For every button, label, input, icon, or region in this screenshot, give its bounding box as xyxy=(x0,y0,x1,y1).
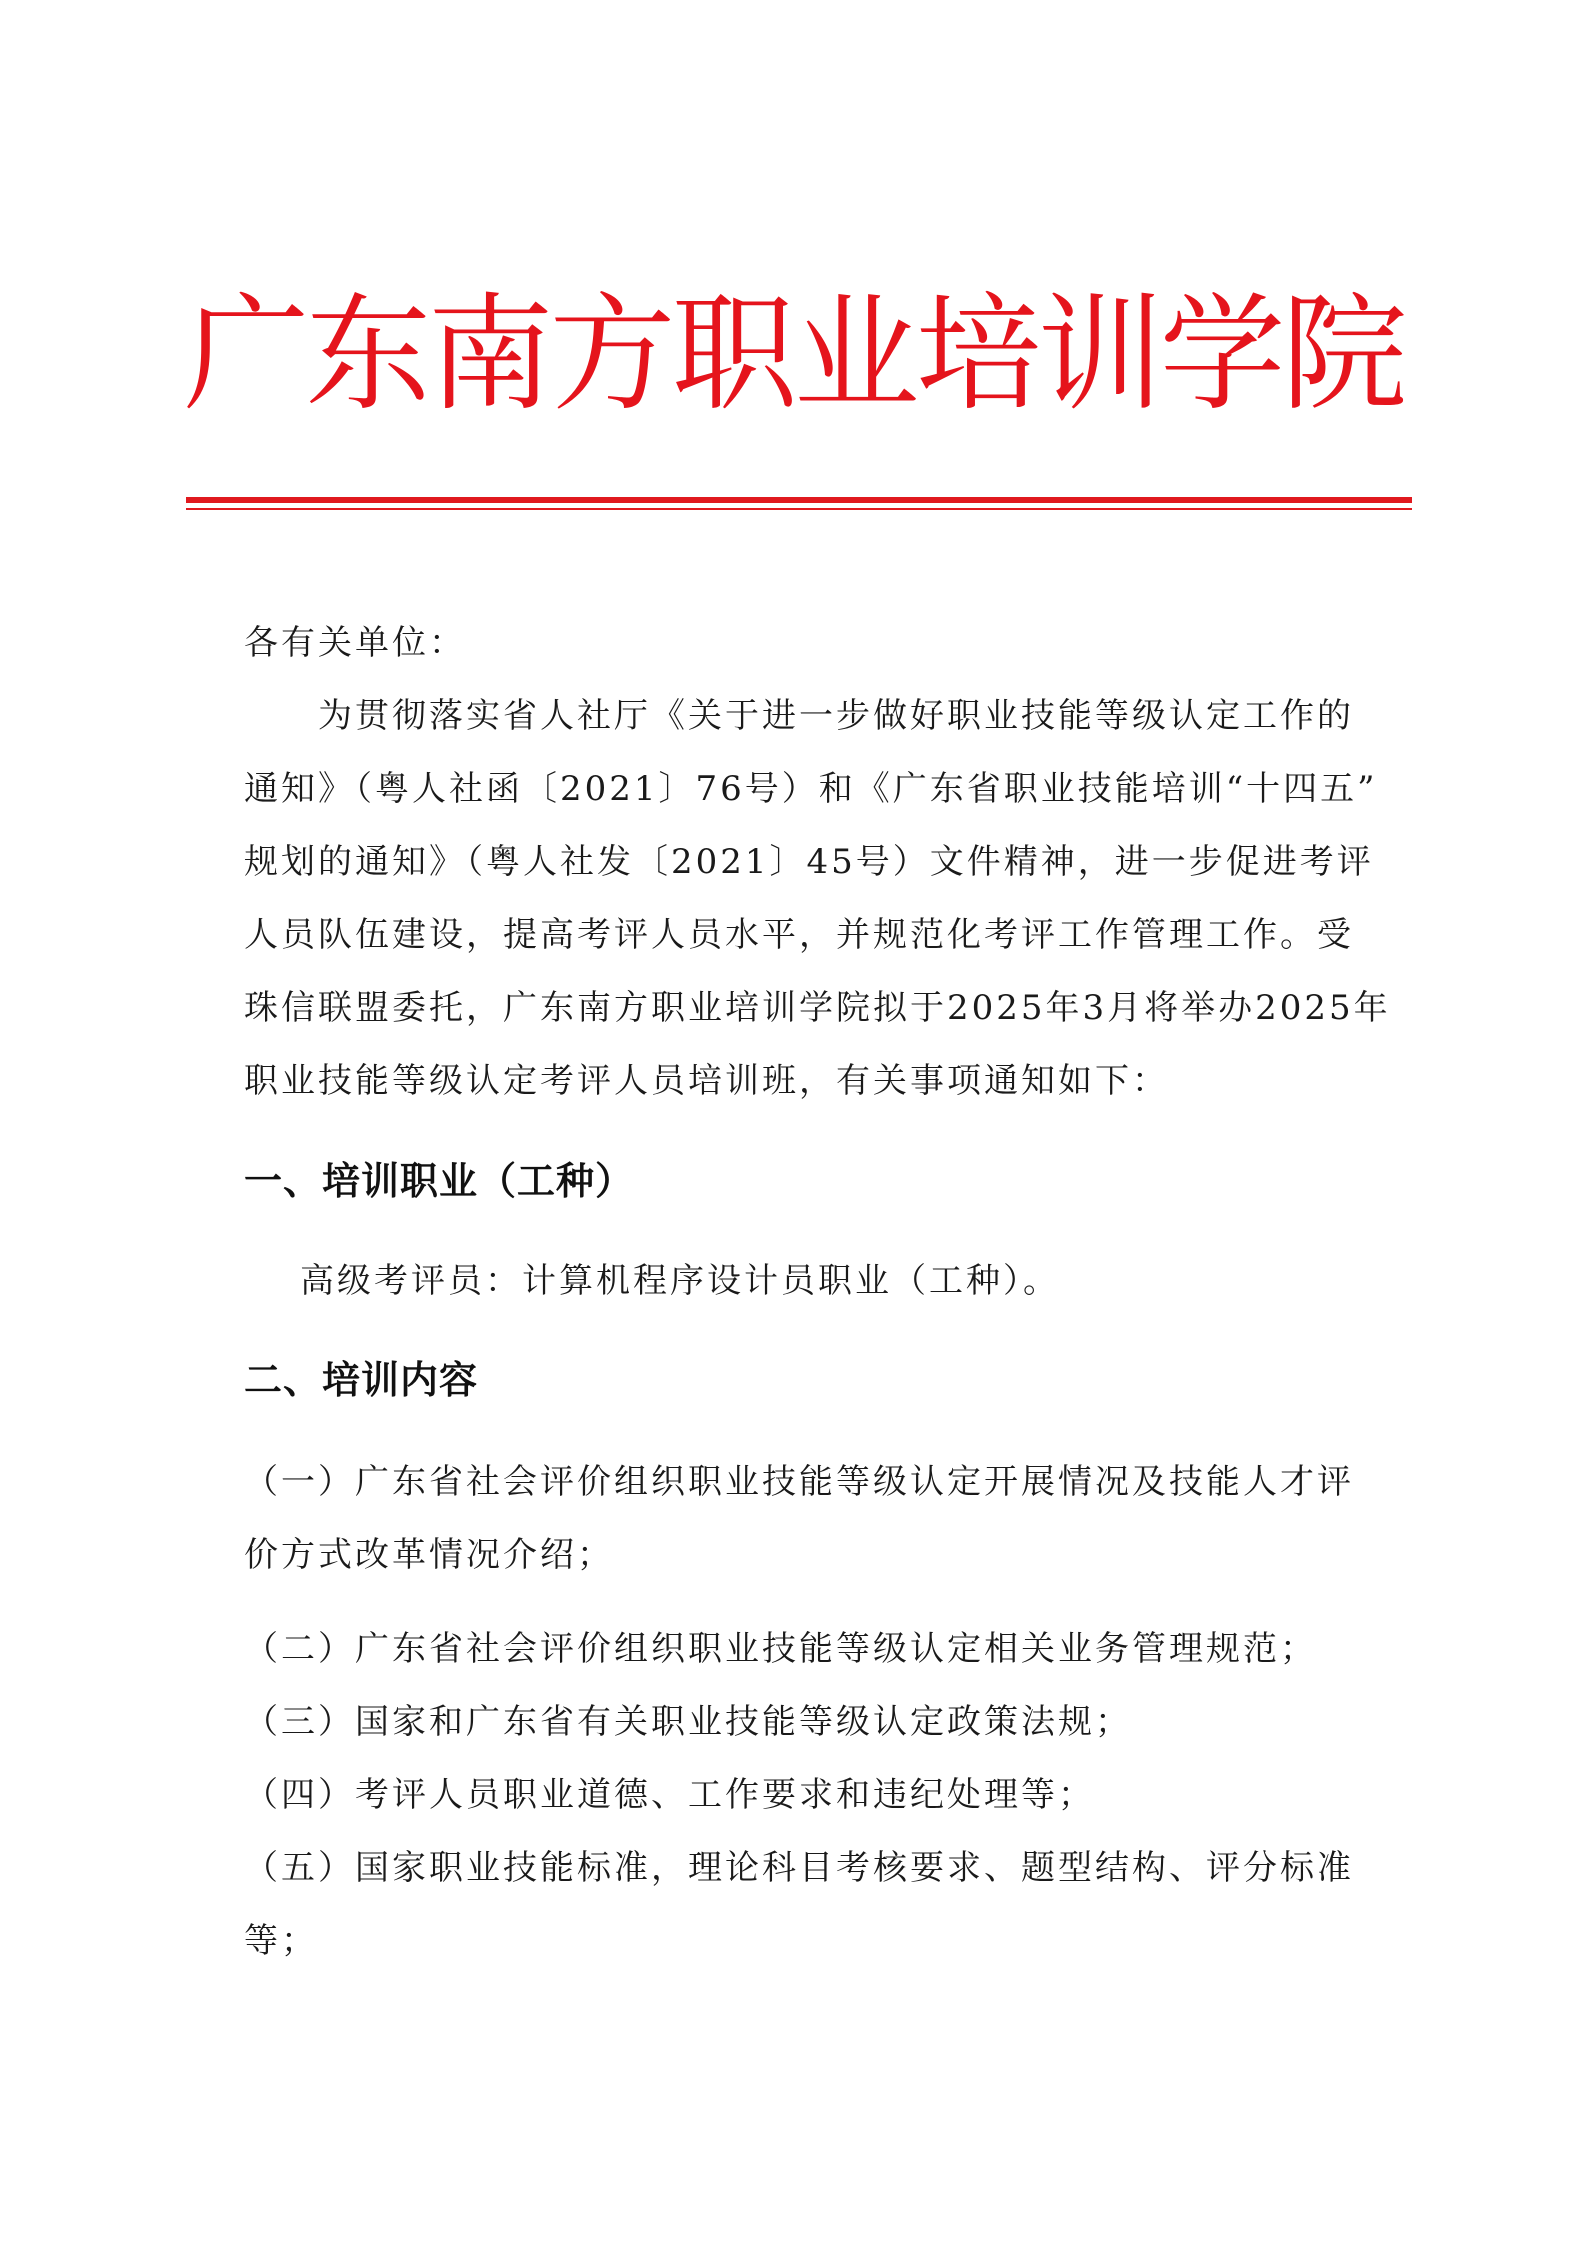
list-item: （一）广东省社会评价组织职业技能等级认定开展情况及技能人才评 xyxy=(244,1462,1354,1502)
list-item: （二）广东省社会评价组织职业技能等级认定相关业务管理规范； xyxy=(244,1629,1317,1669)
section-line: 高级考评员：计算机程序设计员职业（工种）。 xyxy=(300,1261,1060,1301)
salutation: 各有关单位： xyxy=(244,623,466,663)
intro-line: 人员队伍建设，提高考评人员水平，并规范化考评工作管理工作。受 xyxy=(244,915,1354,955)
list-item: （三）国家和广东省有关职业技能等级认定政策法规； xyxy=(244,1702,1132,1742)
intro-line: 为贯彻落实省人社厅《关于进一步做好职业技能等级认定工作的 xyxy=(318,696,1354,736)
section-heading: 二、培训内容 xyxy=(244,1358,479,1402)
masthead-title: 广东南方职业培训学院 xyxy=(183,281,1404,428)
masthead-rule-thick xyxy=(186,497,1412,503)
list-item-continuation: 等； xyxy=(244,1921,318,1961)
section-heading: 一、培训职业（工种） xyxy=(244,1159,635,1203)
intro-line: 通知》（粤人社函〔2021〕76号）和《广东省职业技能培训“十四五” xyxy=(244,769,1378,809)
list-item: （五）国家职业技能标准，理论科目考核要求、题型结构、评分标准 xyxy=(244,1848,1354,1888)
intro-line: 职业技能等级认定考评人员培训班，有关事项通知如下： xyxy=(244,1061,1169,1101)
intro-line: 规划的通知》（粤人社发〔2021〕45号）文件精神，进一步促进考评 xyxy=(244,842,1374,882)
list-item: （四）考评人员职业道德、工作要求和违纪处理等； xyxy=(244,1775,1095,1815)
list-item-continuation: 价方式改革情况介绍； xyxy=(244,1535,614,1575)
intro-line: 珠信联盟委托，广东南方职业培训学院拟于2025年3月将举办2025年 xyxy=(244,988,1391,1028)
masthead-rule-thin xyxy=(186,508,1412,510)
